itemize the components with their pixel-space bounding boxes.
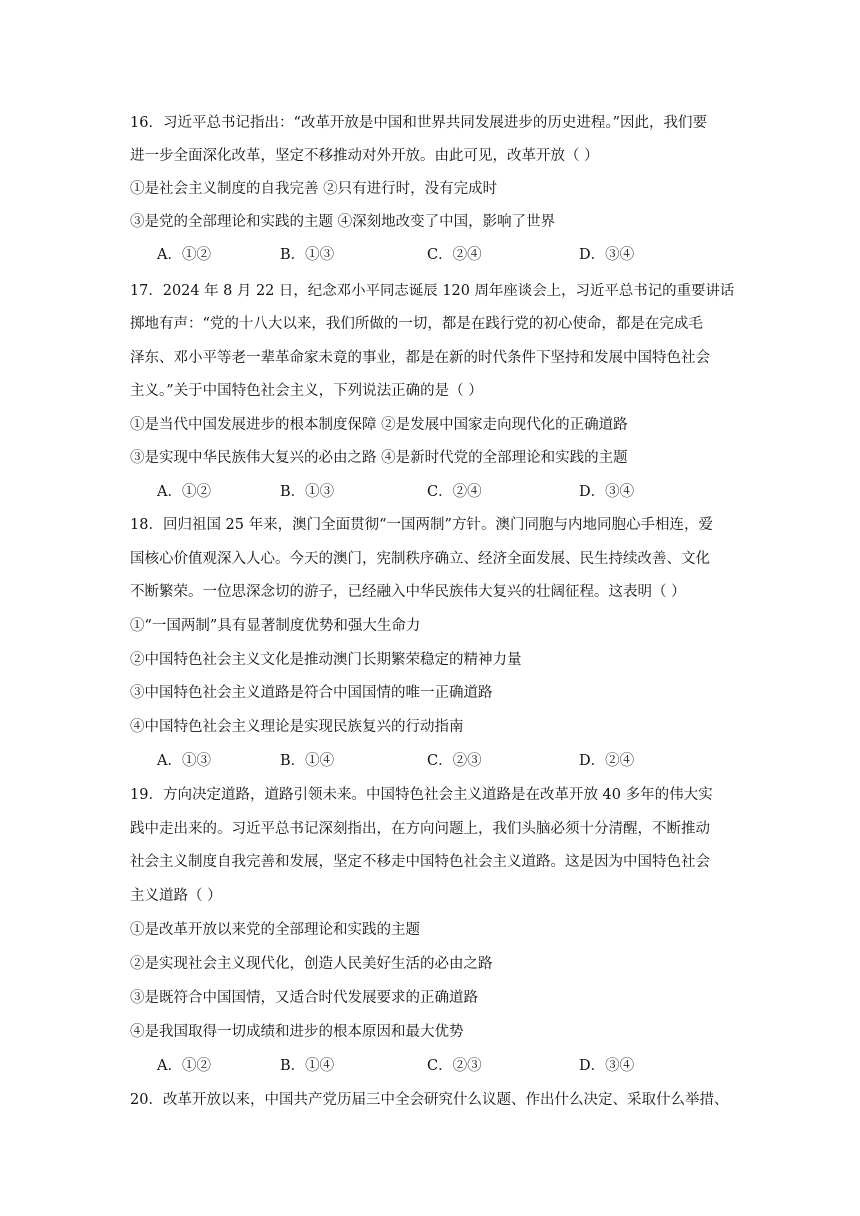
question-17-stem-line-2: 掷地有声：“党的十八大以来，我们所做的一切，都是在践行党的初心使命，都是在完成毛 — [130, 316, 703, 332]
option-d[interactable]: D．③④ — [579, 1058, 635, 1074]
question-19-statement-2: ②是实现社会主义现代化，创造人民美好生活的必由之路 — [130, 956, 493, 972]
question-16-stem-line-2: 进一步全面深化改革，坚定不移推动对外开放。由此可见，改革开放（ ） — [130, 148, 599, 164]
question-19-options — [157, 1056, 717, 1076]
question-19-stem-line-4: 主义道路（ ） — [130, 888, 222, 904]
question-18-statement-3: ③中国特色社会主义道路是符合中国国情的唯一正确道路 — [130, 685, 493, 701]
option-c[interactable]: C．②③ — [427, 1058, 482, 1074]
question-19-statement-4: ④是我国取得一切成绩和进步的根本原因和最大优势 — [130, 1024, 464, 1040]
option-b[interactable]: B．①③ — [280, 484, 335, 500]
question-18-statement-2: ②中国特色社会主义文化是推动澳门长期繁荣稳定的精神力量 — [130, 652, 522, 668]
question-19-statement-1: ①是改革开放以来党的全部理论和实践的主题 — [130, 922, 420, 938]
question-16-statement-3-4: ③是党的全部理论和实践的主题 ④深刻地改变了中国，影响了世界 — [130, 214, 556, 230]
question-17-stem-line-4: 主义。”关于中国特色社会主义，下列说法正确的是（ ） — [130, 383, 483, 399]
question-16-statement-1-2: ①是社会主义制度的自我完善 ②只有进行时，没有完成时 — [130, 181, 498, 197]
question-16-options — [157, 245, 717, 265]
option-a[interactable]: A．①② — [157, 247, 211, 263]
question-18-stem-line-2: 国核心价值观深入人心。今天的澳门，宪制秩序确立、经济全面发展、民生持续改善、文化 — [130, 551, 710, 567]
question-18-stem-line-3: 不断繁荣。一位思深念切的游子，已经融入中华民族伟大复兴的壮阔征程。这表明（ ） — [130, 584, 686, 600]
question-17-stem-line-1: 17．2024 年 8 月 22 日，纪念邓小平同志诞辰 120 周年座谈会上，习近平总书记的重要讲话 — [130, 283, 735, 299]
option-c[interactable]: C．②④ — [427, 247, 482, 263]
question-19-statement-3: ③是既符合中国国情，又适合时代发展要求的正确道路 — [130, 990, 478, 1006]
question-17-statement-1-2: ①是当代中国发展进步的根本制度保障 ②是发展中国家走向现代化的正确道路 — [130, 417, 628, 433]
option-a[interactable]: A．①③ — [157, 753, 211, 769]
question-19-stem-line-3: 社会主义制度自我完善和发展，坚定不移走中国特色社会主义道路。这是因为中国特色社会 — [130, 854, 710, 870]
option-c[interactable]: C．②④ — [427, 484, 482, 500]
option-d[interactable]: D．②④ — [579, 753, 635, 769]
question-18-statement-1: ①“一国两制”具有显著制度优势和强大生命力 — [130, 618, 421, 634]
question-20-stem-line-1: 20．改革开放以来，中国共产党历届三中全会研究什么议题、作出什么决定、采取什么举措、 — [130, 1092, 729, 1108]
question-19-stem-line-1: 19．方向决定道路，道路引领未来。中国特色社会主义道路是在改革开放 40 多年的伟大实 — [130, 787, 713, 803]
question-19-stem-line-2: 践中走出来的。习近平总书记深刻指出，在方向问题上，我们头脑必须十分清醒，不断推动 — [130, 821, 710, 837]
question-17-options — [157, 482, 717, 502]
option-d[interactable]: D．③④ — [579, 484, 635, 500]
option-d[interactable]: D．③④ — [579, 247, 635, 263]
option-b[interactable]: B．①④ — [280, 753, 335, 769]
question-18-options — [157, 751, 717, 771]
question-18-statement-4: ④中国特色社会主义理论是实现民族复兴的行动指南 — [130, 719, 464, 735]
question-18-stem-line-1: 18．回归祖国 25 年来，澳门全面贯彻“一国两制”方针。澳门同胞与内地同胞心手相连，爱 — [130, 517, 713, 533]
option-a[interactable]: A．①② — [157, 1058, 211, 1074]
option-b[interactable]: B．①③ — [280, 247, 335, 263]
option-a[interactable]: A．①② — [157, 484, 211, 500]
option-b[interactable]: B．①④ — [280, 1058, 335, 1074]
question-17-statement-3-4: ③是实现中华民族伟大复兴的必由之路 ④是新时代党的全部理论和实践的主题 — [130, 450, 628, 466]
question-16-stem-line-1: 16．习近平总书记指出：“改革开放是中国和世界共同发展进步的历史进程。”因此，我们要 — [130, 115, 708, 131]
option-c[interactable]: C．②③ — [427, 753, 482, 769]
question-17-stem-line-3: 泽东、邓小平等老一辈革命家未竟的事业，都是在新的时代条件下坚持和发展中国特色社会 — [130, 350, 710, 366]
